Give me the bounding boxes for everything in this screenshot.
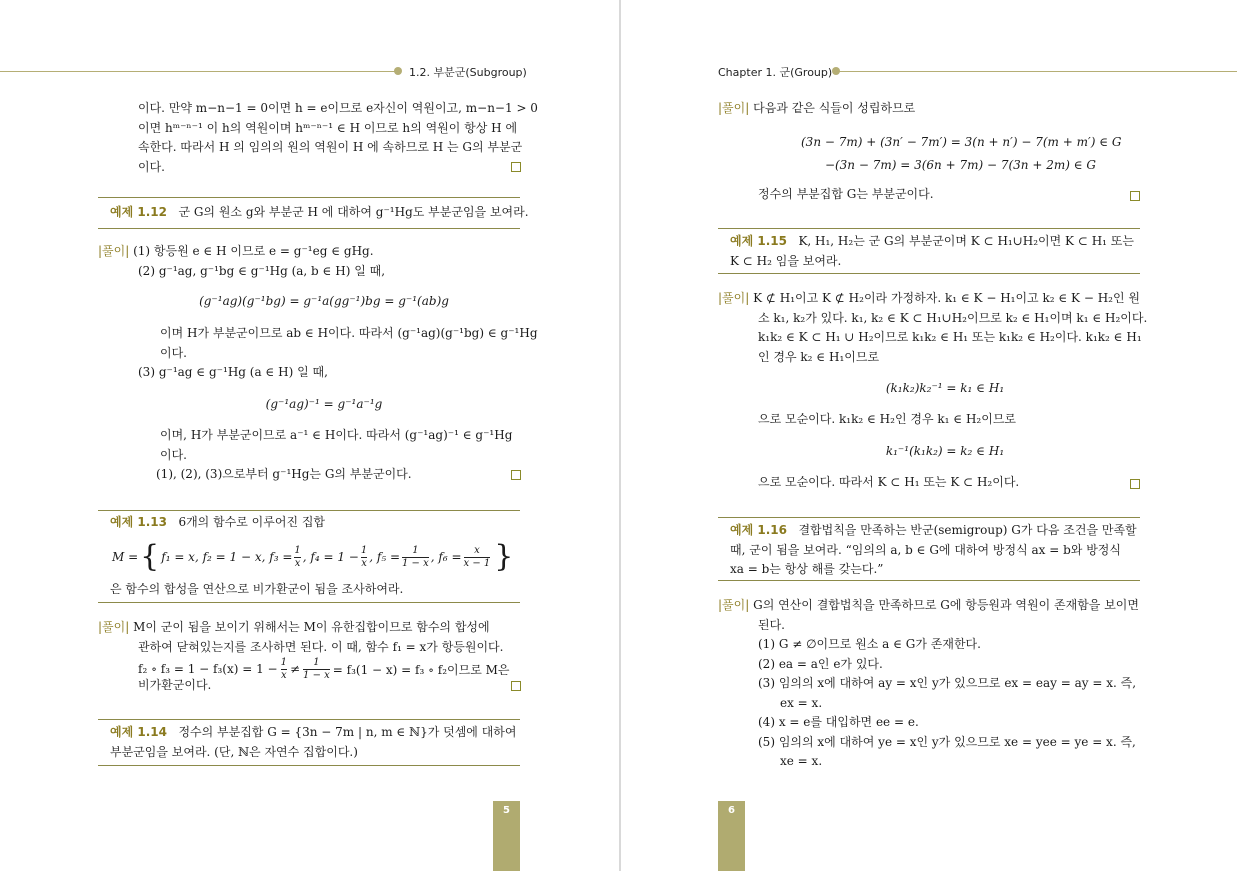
example-rule-bottom (98, 765, 520, 766)
display-equation: (k₁k₂)k₂⁻¹ = k₁ ∈ H₁ (885, 381, 1005, 395)
text-line: 으로 모순이다. k₁k₂ ∈ H₂인 경우 k₁ ∈ H₂이므로 (758, 412, 1016, 426)
solution-label: |풀이| (98, 244, 130, 258)
text-line: 소 k₁, k₂가 있다. k₁, k₂ ∈ K ⊂ H₁∪H₂이므로 k₂ ∈ H₁이며 k₁ ∈ H₂이다. (758, 310, 1148, 325)
example-rule-bottom (718, 273, 1140, 274)
solution-1-14 (718, 99, 1142, 119)
example-text: 때, 군이 됨을 보여라. “임의의 a, b ∈ G에 대하여 방정식 ax = b와 방정식 (730, 542, 1121, 557)
text-line: 관하여 닫혀있는지를 조사하면 된다. 이 때, 함수 f₁ = x가 항등원이다. (138, 639, 504, 654)
example-1-12 (110, 203, 529, 223)
example-rule-bottom (98, 602, 520, 603)
text-line: 이며, H가 부분군이므로 a⁻¹ ∈ H이다. 따라서 (g⁻¹ag)⁻¹ ∈ g⁻¹Hg (160, 428, 513, 442)
text-line: 으로 모순이다. 따라서 K ⊂ H₁ 또는 K ⊂ H₂이다. (758, 475, 1020, 489)
example-text: K ⊂ H₂ 임을 보여라. (730, 253, 842, 268)
text-line: 속한다. 따라서 H 의 임의의 원의 역원이 H 에 속하므로 H 는 G의 부분군 (138, 140, 523, 154)
fraction: $\frac{1}{x}$ (360, 544, 368, 569)
example-1-13 (110, 513, 520, 533)
text-line: 이다. (160, 345, 187, 360)
display-equation: k₁⁻¹(k₁k₂) = k₂ ∈ H₁ (885, 444, 1005, 458)
text-line: 이면 hᵐ⁻ⁿ⁻¹ 이 h의 역원이며 hᵐ⁻ⁿ⁻¹ ∈ H 이므로 h의 역원이 항상 H 에 (138, 120, 518, 135)
example-rule-top (718, 517, 1140, 518)
running-header: 1.2. 부분군(Subgroup) (409, 66, 527, 79)
fraction: $\frac{1}{1 - x}$ (402, 544, 429, 569)
running-header: Chapter 1. 군(Group) (718, 66, 833, 79)
text-line: 인 경우 k₂ ∈ H₁이므로 (758, 349, 880, 364)
example-text: 은 함수의 합성을 연산으로 비가환군이 됨을 조사하여라. (110, 582, 404, 596)
text-line: xe = x. (780, 754, 823, 768)
example-text: 정수의 부분집합 G = {3n − 7m | n, m ∈ ℕ}가 덧셈에 대하여 (178, 725, 517, 739)
text-line: K ⊄ H₁이고 K ⊄ H₂이라 가정하자. k₁ ∈ K − H₁이고 k₂ ∈ K − H₂인 원 (753, 291, 1140, 305)
text-line: ex = x. (780, 695, 823, 710)
example-text: 6개의 함수로 이루어진 집합 (178, 515, 326, 529)
example-text: 부분군임을 보여라. (단, ℕ은 자연수 집합이다.) (110, 744, 358, 759)
solution-1-16 (718, 596, 1142, 772)
display-equation: (g⁻¹ag)(g⁻¹bg) = g⁻¹a(gg⁻¹)bg = g⁻¹(ab)g (199, 294, 449, 308)
example-rule-top (98, 719, 520, 720)
fraction: $\frac{x}{x - 1}$ (463, 544, 491, 569)
qed-box (511, 162, 521, 172)
fraction: $\frac{1}{1 - x}$ (303, 656, 330, 681)
example-rule-top (98, 197, 520, 198)
example-label: 예제 1.13 (110, 515, 167, 529)
display-equation: (g⁻¹ag)⁻¹ = g⁻¹a⁻¹g (265, 397, 383, 411)
continuation-text (138, 99, 538, 177)
display-equations (801, 131, 1122, 173)
header-rule (838, 71, 1237, 72)
text-line: 이다. (138, 159, 165, 174)
example-1-16 (730, 521, 1142, 580)
example-label: 예제 1.14 (110, 725, 167, 739)
header-dot (394, 67, 402, 75)
display-equation: −(3n − 7m) = 3(6n + 7m) − 7(3n + 2m) ∈ G (824, 157, 1096, 172)
solution-label: |풀이| (718, 598, 750, 612)
example-rule-bottom (98, 228, 520, 229)
fraction: $\frac{1}{x}$ (280, 656, 287, 681)
solution-1-15 (718, 289, 1148, 367)
right-page (621, 0, 1237, 871)
set-definition: M = { f₁ = x, f₂ = 1 − x, f₃ = $\frac{1}{x}$ , f₄ = 1 − $\frac{1}{x}$ , f₅ = $\frac{1}{1 - x}$ , f₆ = $\frac{x}{x - 1}$ } (112, 539, 514, 574)
solution-1-12 (98, 242, 520, 281)
text-line: 이다. 만약 m−n−1 = 0이면 h = e이므로 e자신이 역원이고, m−n−1 > 0 (138, 101, 538, 115)
text-line: 된다. (758, 617, 785, 632)
example-text: K, H₁, H₂는 군 G의 부분군이며 K ⊂ H₁∪H₂이면 K ⊂ H₁ 또는 (798, 234, 1134, 248)
text-line: G의 연산이 결합법칙을 만족하므로 G에 항등원과 역원이 존재함을 보이면 (753, 598, 1139, 612)
text-line: 정수의 부분집합 G는 부분군이다. (758, 187, 934, 201)
display-equation: (3n − 7m) + (3n′ − 7m′) = 3(n + n′) − 7(m + m′) ∈ G (801, 135, 1122, 149)
text-line: 비가환군이다. (138, 678, 212, 692)
qed-box (1130, 191, 1140, 201)
text-line: 이다. (160, 447, 187, 462)
qed-box (511, 470, 521, 480)
page-number-tab: 6 (718, 801, 745, 871)
text-line: f₂ ∘ f₃ = 1 − f₃(x) = 1 − $\frac{1}{x}$ ≠ $\frac{1}{1 - x}$ = f₃(1 − x) = f₃ ∘ f₂이므로 M은 (138, 656, 510, 681)
header-rule (0, 71, 396, 72)
example-rule-top (98, 510, 520, 511)
example-text: 군 G의 원소 g와 부분군 H 에 대하여 g⁻¹Hg도 부분군임을 보여라. (178, 205, 529, 219)
qed-box (1130, 479, 1140, 489)
text-line: (2) ea = a인 e가 있다. (758, 656, 883, 671)
example-label: 예제 1.12 (110, 205, 167, 219)
example-1-14 (110, 723, 520, 762)
page-number-tab: 5 (493, 801, 520, 871)
fraction: $\frac{1}{x}$ (294, 544, 301, 569)
text-line: (3) g⁻¹ag ∈ g⁻¹Hg (a ∈ H) 일 때, (138, 365, 328, 379)
text-line: (2) g⁻¹ag, g⁻¹bg ∈ g⁻¹Hg (a, b ∈ H) 일 때, (138, 263, 386, 278)
example-text: xa = b는 항상 해를 갖는다.” (730, 562, 884, 576)
example-label: 예제 1.15 (730, 234, 787, 248)
example-1-15 (730, 232, 1140, 271)
solution-label: |풀이| (718, 291, 750, 305)
text-line: (1), (2), (3)으로부터 g⁻¹Hg는 G의 부분군이다. (156, 467, 412, 481)
text-line: M이 군이 됨을 보이기 위해서는 M이 유한집합이므로 함수의 합성에 (133, 620, 490, 634)
text-line: (1) 항등원 e ∈ H 이므로 e = g⁻¹eg ∈ gHg. (133, 244, 374, 258)
example-text: 결합법칙을 만족하는 반군(semigroup) G가 다음 조건을 만족할 (798, 523, 1137, 537)
text-line: (4) x = e를 대입하면 ee = e. (758, 715, 919, 729)
text-line: 이며 H가 부분군이므로 ab ∈ H이다. 따라서 (g⁻¹ag)(g⁻¹bg) ∈ g⁻¹Hg (160, 326, 538, 340)
solution-label: |풀이| (718, 101, 750, 115)
example-label: 예제 1.16 (730, 523, 787, 537)
text-line: 다음과 같은 식들이 성립하므로 (753, 101, 916, 115)
text-line: (1) G ≠ ∅이므로 원소 a ∈ G가 존재한다. (758, 637, 981, 651)
solution-label: |풀이| (98, 620, 130, 634)
example-rule-top (718, 228, 1140, 229)
qed-box (511, 681, 521, 691)
text-line: (5) 임의의 x에 대하여 ye = x인 y가 있으므로 xe = yee = ye = x. 즉, (758, 734, 1136, 749)
text-line: k₁k₂ ∈ K ⊂ H₁ ∪ H₂이므로 k₁k₂ ∈ H₁ 또는 k₁k₂ ∈ H₂이다. k₁k₂ ∈ H₁ (758, 330, 1142, 344)
solution-1-13 (98, 618, 522, 657)
example-rule-bottom (718, 580, 1140, 581)
text-line: (3) 임의의 x에 대하여 ay = x인 y가 있으므로 ex = eay = ay = x. 즉, (758, 676, 1137, 690)
